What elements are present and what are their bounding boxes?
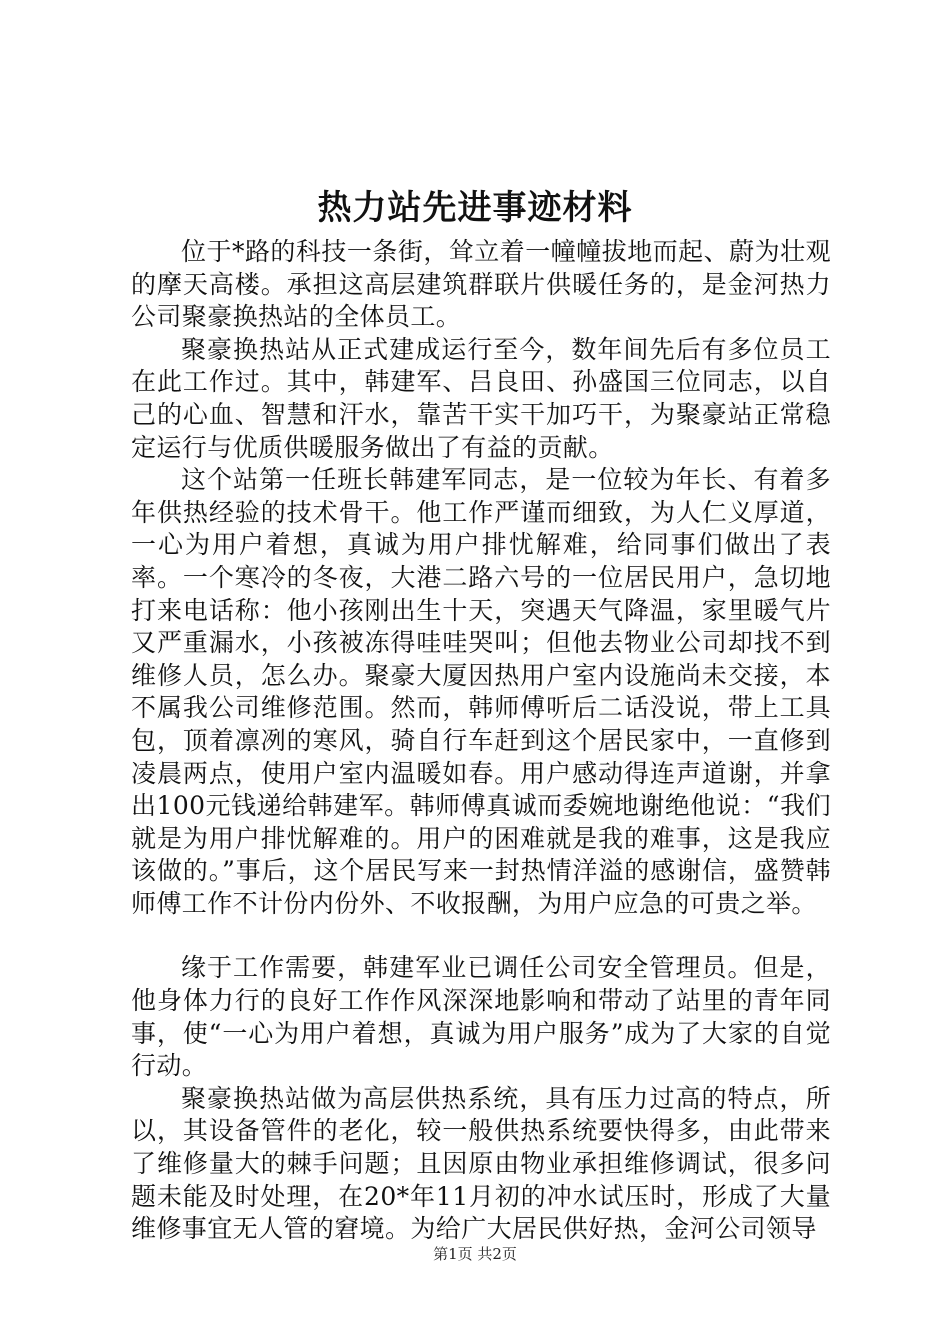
- paragraph-station-history: 聚豪换热站从正式建成运行至今，数年间先后有多位员工在此工作过。其中，韩建军、吕良田、孙盛国三位同志，以自己的心血、智慧和汗水，靠苦干实干加巧干，为聚豪站正常稳定运行与优质供暖服务做出了有益的贡献。: [131, 334, 831, 462]
- document-title: 热力站先进事迹材料: [317, 188, 633, 228]
- paragraph-intro: 位于*路的科技一条街，耸立着一幢幢拔地而起、蔚为壮观的摩天高楼。承担这高层建筑群联片供暖任务的，是金河热力公司聚豪换热站的全体员工。: [131, 237, 831, 332]
- document-body: [131, 236, 831, 1246]
- paragraph-han-jianjun: 这个站第一任班长韩建军同志，是一位较为年长、有着多年供热经验的技术骨干。他工作严谨而细致，为人仁义厚道，一心为用户着想，真诚为用户排忧解难，给同事们做出了表率。一个寒冷的冬夜，大港二路六号的一位居民用户，急切地打来电话称：他小孩刚出生十天，突遇天气降温，家里暖气片又严重漏水，小孩被冻得哇哇哭叫；但他去物业公司却找不到维修人员，怎么办。聚豪大厦因热用户室内设施尚未交接，本不属我公司维修范围。然而，韩师傅听后二话没说，带上工具包，顶着凛冽的寒风，骑自行车赶到这个居民家中，一直修到凌晨两点，使用户室内温暖如春。用户感动得连声道谢，并拿出100元钱递给韩建军。韩师傅真诚而委婉地谢绝他说：“我们就是为用户排忧解难的。用户的困难就是我的难事，这是我应该做的。”事后，这个居民写来一封热情洋溢的感谢信，盛赞韩师傅工作不计份内份外、不收报酬，为用户应急的可贵之举。: [131, 465, 831, 918]
- page-number-footer: 第1页 共2页: [433, 1245, 517, 1263]
- paragraph-work-style: 缘于工作需要，韩建军业已调任公司安全管理员。但是，他身体力行的良好工作作风深深地影响和带动了站里的青年同事，使“一心为用户着想，真诚为用户服务”成为了大家的自觉行动。: [131, 953, 831, 1081]
- paragraph-maintenance: 聚豪换热站做为高层供热系统，具有压力过高的特点，所以，其设备管件的老化，较一般供热系统要快得多，由此带来了维修量大的棘手问题；且因原由物业承担维修调试，很多问题未能及时处理，在20*年11月初的冲水试压时，形成了大量维修事宜无人管的窘境。为给广大居民供好热，金河公司领导: [131, 1083, 831, 1244]
